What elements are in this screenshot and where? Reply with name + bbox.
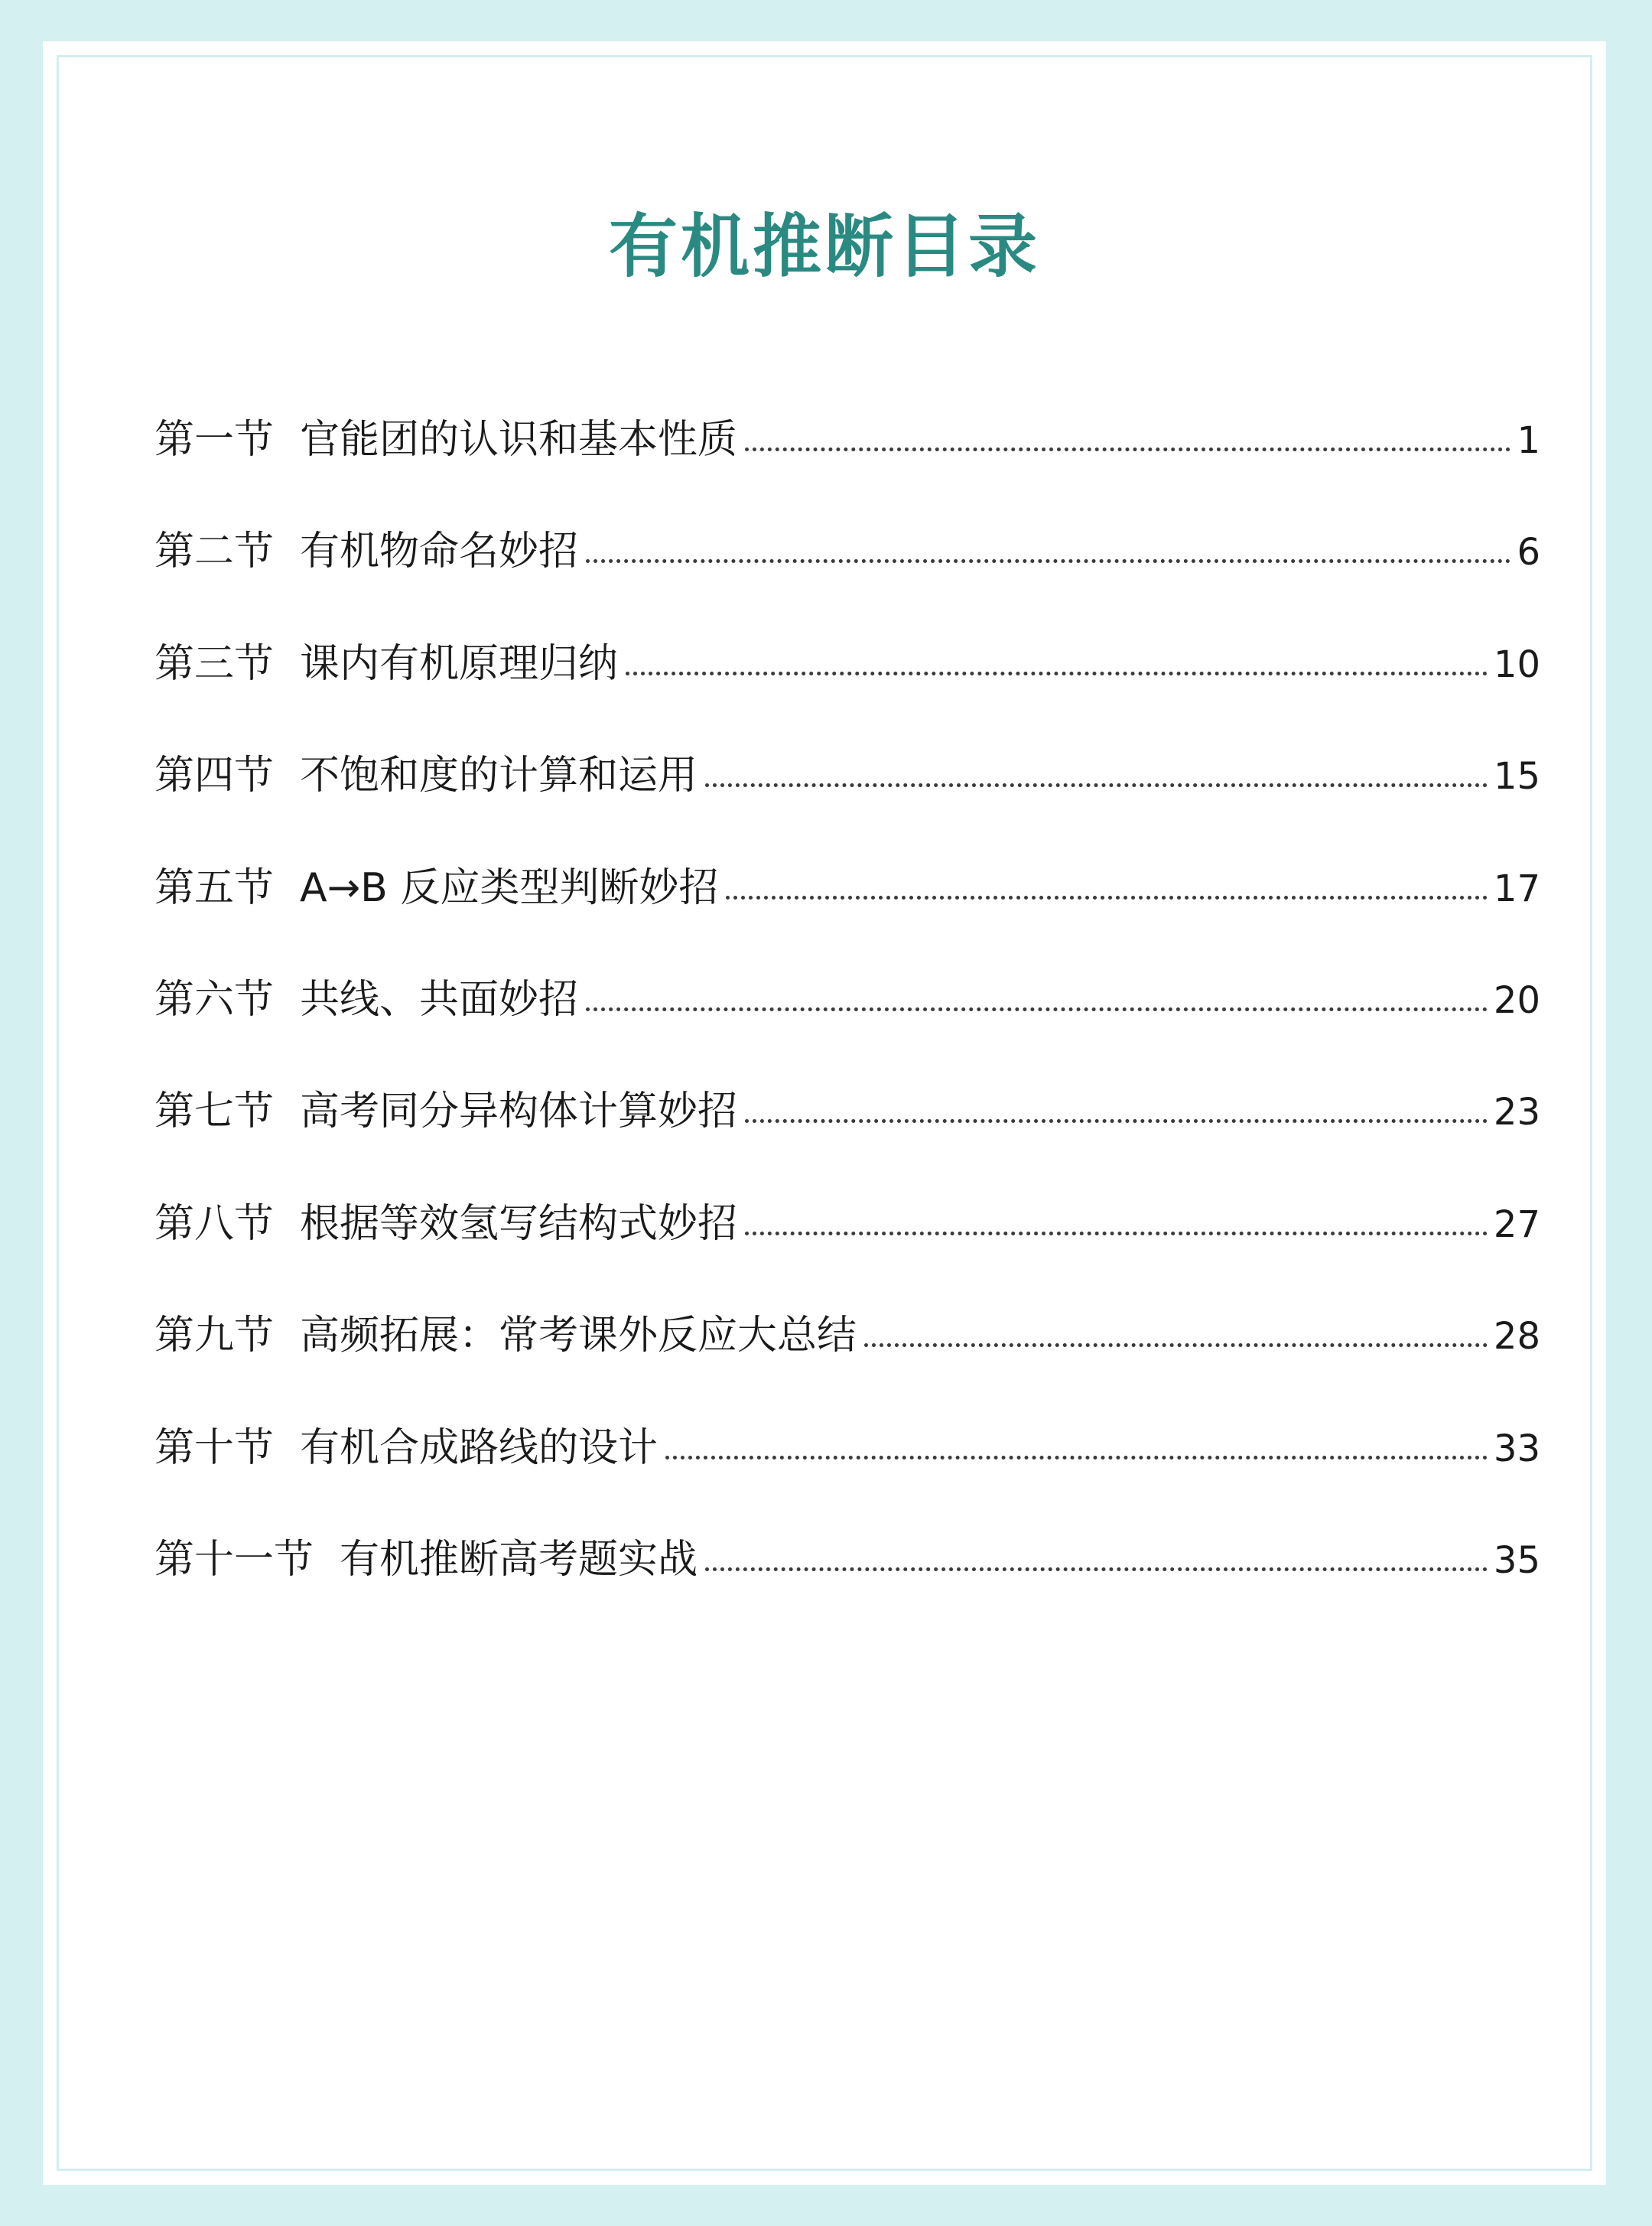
dot-leader bbox=[745, 1119, 1488, 1123]
toc-section-number: 第十节 bbox=[154, 1424, 275, 1471]
toc-entry-8[interactable] bbox=[154, 1191, 1540, 1303]
toc-entry-4[interactable] bbox=[154, 743, 1540, 854]
toc-page-number: 6 bbox=[1517, 531, 1540, 574]
dot-leader bbox=[726, 896, 1488, 900]
toc-section-title: 共线、共面妙招 bbox=[300, 976, 579, 1023]
toc-entry-6[interactable] bbox=[154, 967, 1540, 1079]
dot-leader bbox=[745, 447, 1511, 451]
toc-page-number: 1 bbox=[1517, 419, 1540, 462]
dot-leader bbox=[586, 559, 1511, 563]
toc-section-number: 第二节 bbox=[154, 529, 275, 575]
toc-section-title: 官能团的认识和基本性质 bbox=[300, 417, 738, 463]
toc-entry-2[interactable] bbox=[154, 519, 1540, 630]
toc-page-number: 10 bbox=[1493, 643, 1540, 686]
toc-entry-7[interactable] bbox=[154, 1079, 1540, 1190]
dot-leader bbox=[864, 1343, 1488, 1347]
toc-section-title: 高考同分异构体计算妙招 bbox=[300, 1089, 738, 1135]
toc-page-number: 15 bbox=[1493, 755, 1540, 799]
toc-section-title: 有机物命名妙招 bbox=[300, 529, 579, 575]
toc-section-title: 课内有机原理归纳 bbox=[300, 640, 619, 687]
toc-section-number: 第十一节 bbox=[154, 1536, 314, 1583]
table-of-contents bbox=[154, 407, 1540, 1639]
dot-leader bbox=[665, 1456, 1488, 1460]
toc-section-number: 第一节 bbox=[154, 417, 275, 463]
toc-page-number: 23 bbox=[1493, 1091, 1540, 1134]
toc-section-number: 第四节 bbox=[154, 753, 275, 799]
toc-section-number: 第三节 bbox=[154, 640, 275, 687]
toc-entry-11[interactable] bbox=[154, 1527, 1540, 1639]
toc-section-number: 第九节 bbox=[154, 1313, 275, 1359]
toc-section-number: 第七节 bbox=[154, 1089, 275, 1135]
dot-leader bbox=[586, 1007, 1488, 1011]
toc-entry-1[interactable] bbox=[154, 407, 1540, 519]
toc-page-number: 20 bbox=[1493, 978, 1540, 1022]
toc-section-title: 不饱和度的计算和运用 bbox=[300, 753, 698, 799]
toc-section-title: A→B 反应类型判断妙招 bbox=[300, 864, 719, 911]
page-title: 有机推断目录 bbox=[609, 207, 1040, 287]
toc-section-number: 第六节 bbox=[154, 976, 275, 1023]
toc-page-number: 17 bbox=[1493, 867, 1540, 910]
dot-leader bbox=[705, 1567, 1488, 1571]
toc-entry-9[interactable] bbox=[154, 1303, 1540, 1414]
toc-entry-5[interactable] bbox=[154, 855, 1540, 967]
toc-entry-3[interactable] bbox=[154, 631, 1540, 743]
toc-section-number: 第八节 bbox=[154, 1200, 275, 1247]
toc-section-number: 第五节 bbox=[154, 864, 275, 911]
toc-page-number: 28 bbox=[1493, 1315, 1540, 1359]
toc-section-title: 有机推断高考题实战 bbox=[340, 1536, 698, 1583]
toc-entry-10[interactable] bbox=[154, 1415, 1540, 1527]
dot-leader bbox=[745, 1232, 1488, 1235]
toc-section-title: 根据等效氢写结构式妙招 bbox=[300, 1200, 738, 1247]
dot-leader bbox=[705, 783, 1488, 787]
toc-section-title: 有机合成路线的设计 bbox=[300, 1424, 659, 1471]
toc-page-number: 27 bbox=[1493, 1202, 1540, 1246]
toc-page-number: 33 bbox=[1493, 1427, 1540, 1470]
dot-leader bbox=[626, 672, 1488, 675]
toc-page-number: 35 bbox=[1493, 1538, 1540, 1582]
document-page bbox=[43, 41, 1606, 2185]
toc-section-title: 高频拓展：常考课外反应大总结 bbox=[300, 1313, 857, 1359]
